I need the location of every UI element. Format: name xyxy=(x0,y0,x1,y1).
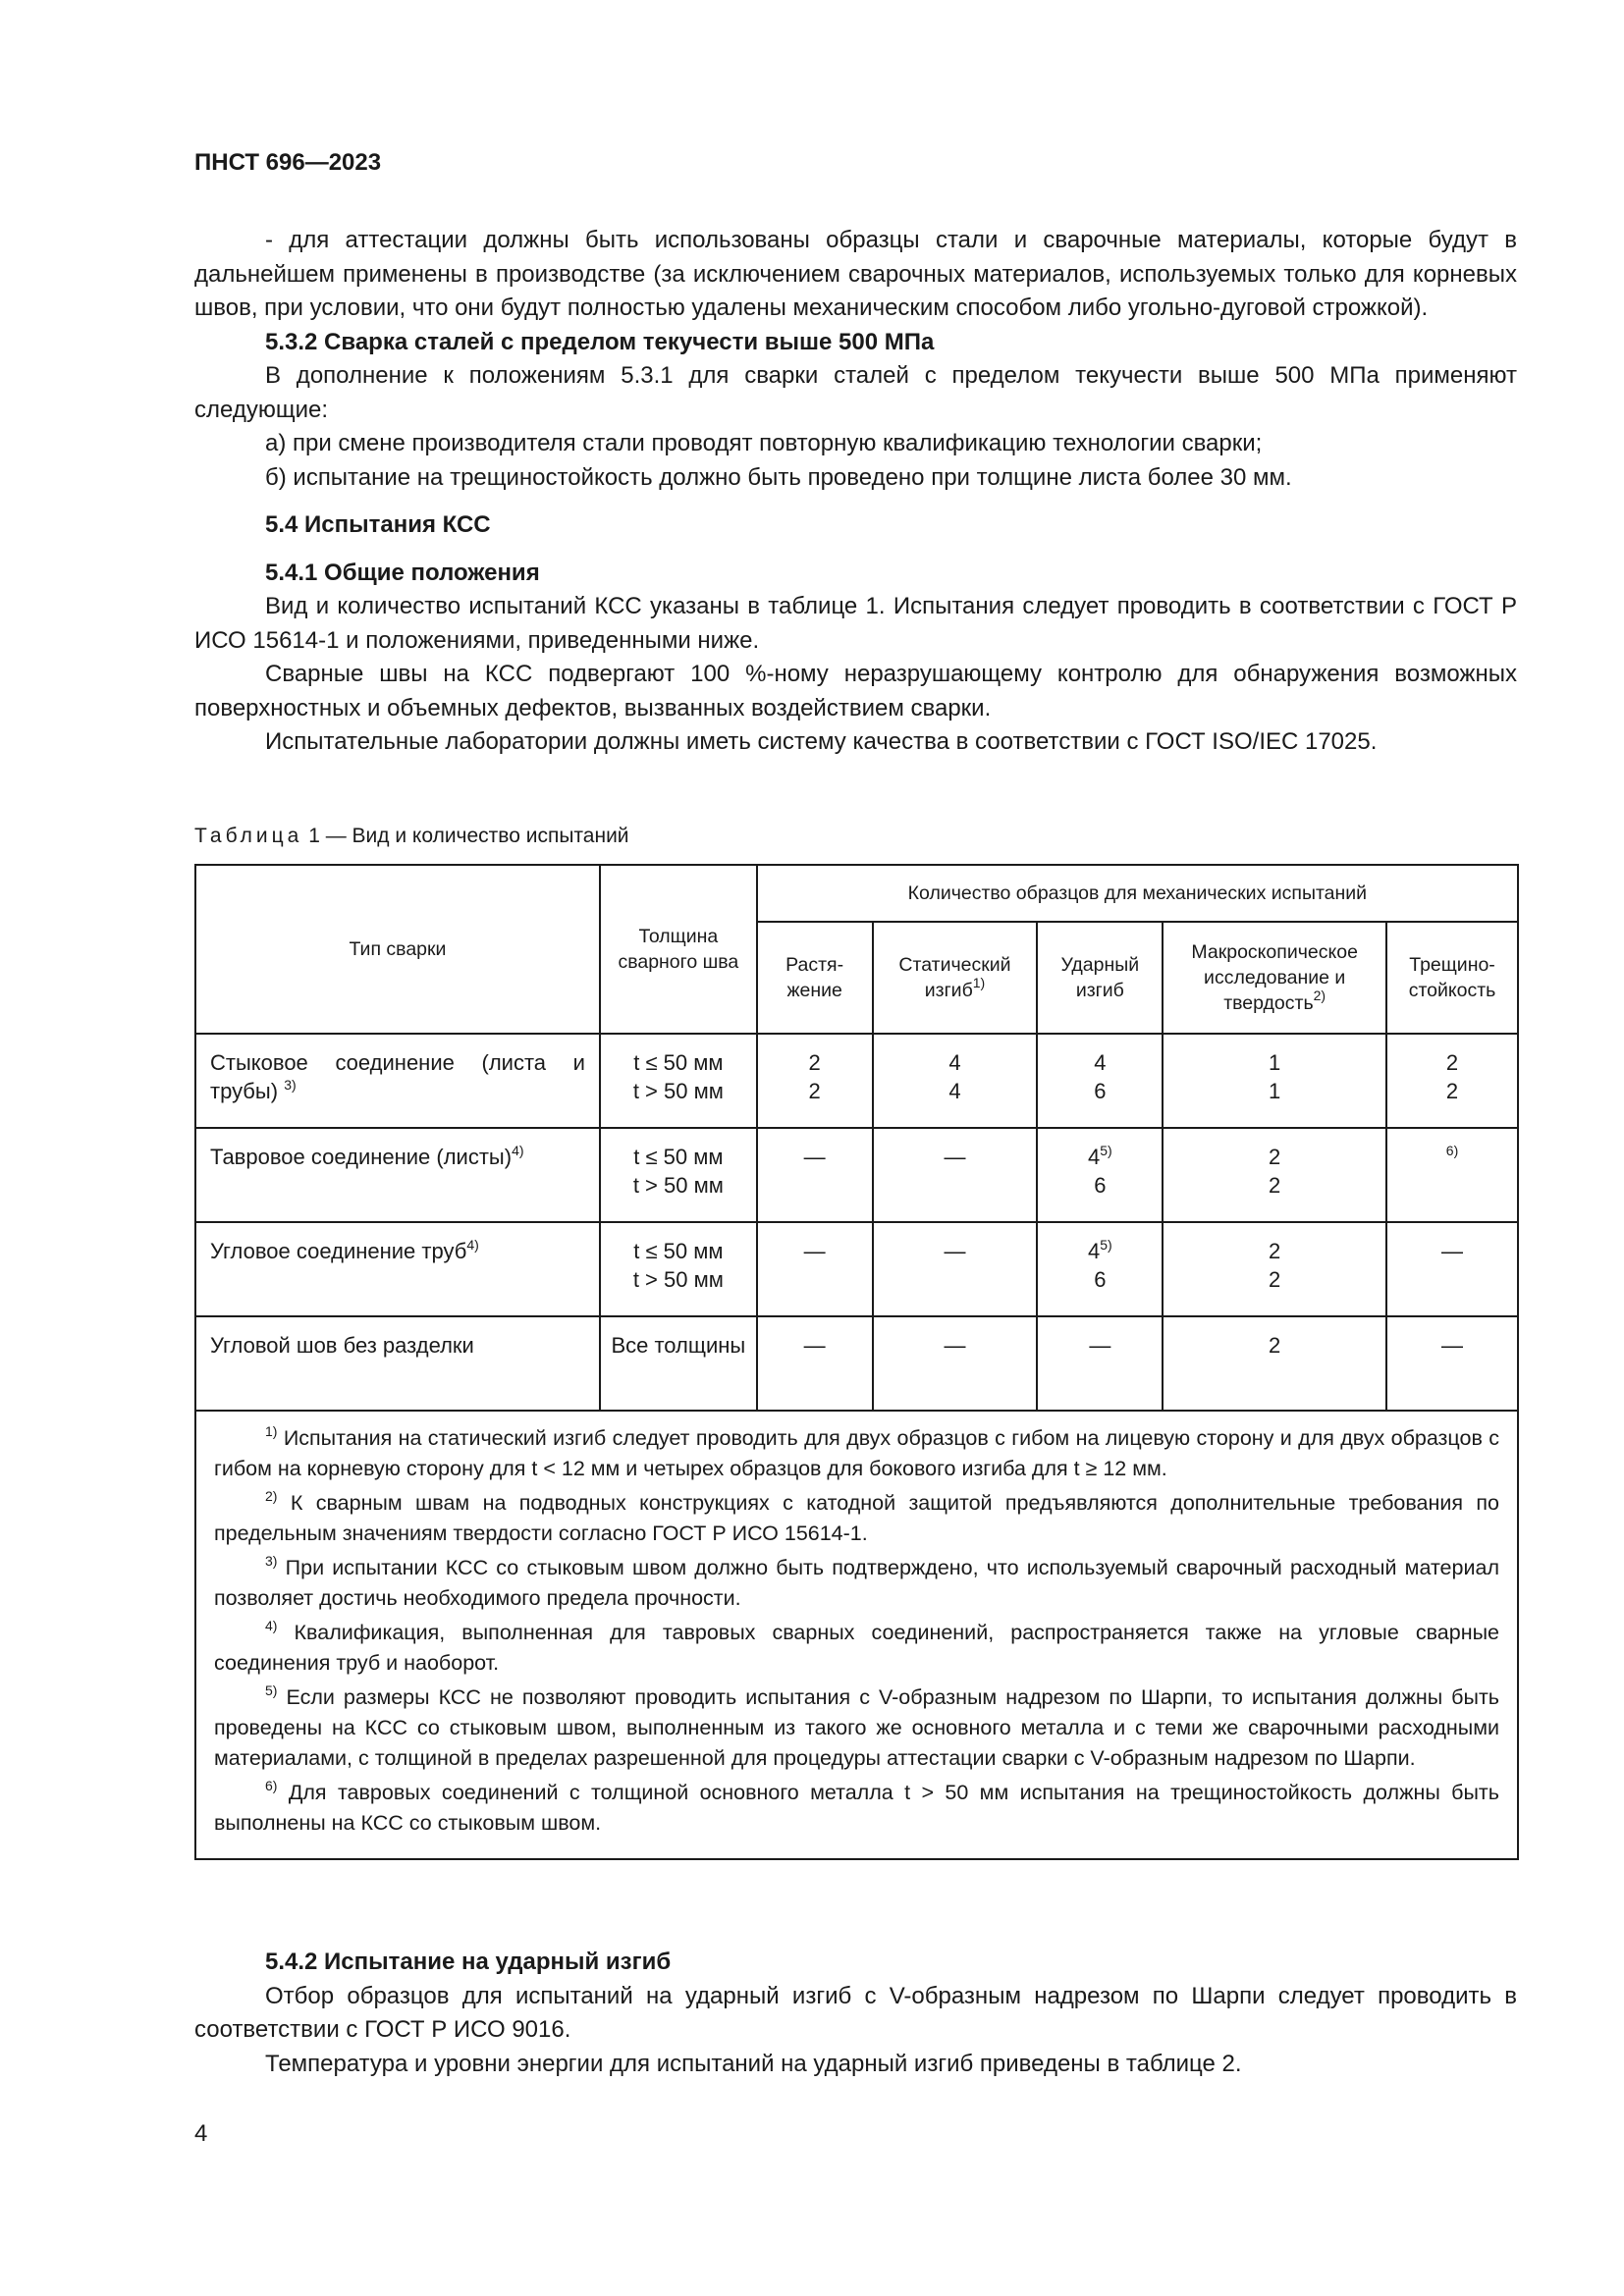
footnote-5: $^{5)}$ Если размеры КСС не позволяют проводить испытания с V-образным надрезом по Шарпи, то испытания должны быть проведены на КСС со стыковым швом, выполненным из такого же основного металла и с теми же сварочными расходными материалами, с толщиной в пределах разрешенной для процедуры аттестации сварки с V-образным надрезом по Шарпи. xyxy=(214,1682,1499,1770)
row3-impact: 4$^{5)}$ 6 xyxy=(1037,1222,1163,1316)
section-5-4-2-paragraph-1: Отбор образцов для испытаний на ударный изгиб с V-образным надрезом по Шарпи следует проводить в соответствии с ГОСТ Р ИСО 9016. xyxy=(194,1982,1517,2043)
table-row xyxy=(195,1128,1518,1222)
table-row xyxy=(195,1034,1518,1128)
footnote-3: $^{3)}$ При испытании КСС со стыковым швом должно быть подтверждено, что используемый сварочный расходный материал позволяет достичь необходимого предела прочности. xyxy=(214,1553,1499,1610)
tests-table xyxy=(194,864,1519,1860)
section-5-4-1-paragraph-3: Испытательные лаборатории должны иметь систему качества в соответствии с ГОСТ ISO/IEC 17025. xyxy=(265,728,1378,755)
row3-thickness: t ≤ 50 мм t > 50 мм xyxy=(600,1222,757,1316)
row1-tension: 2 2 xyxy=(757,1034,873,1128)
row2-weld-type: Тавровое соединение (листы)$^{4)}$ xyxy=(195,1128,600,1222)
table-footnotes xyxy=(195,1411,1518,1859)
row4-weld-type: Угловой шов без разделки xyxy=(195,1316,600,1411)
header-crack-resistance: Трещино-стойкость xyxy=(1386,922,1518,1034)
intro-paragraph: - для аттестации должны быть использованы образцы стали и сварочные материалы, которые будут в дальнейшем применены в производстве (за исключением сварочных материалов, используемых только для корневых швов, при условии, что они будут полностью удалены механическим способом либо угольно-дуговой строжкой). xyxy=(194,227,1517,321)
row1-crack: 2 2 xyxy=(1386,1034,1518,1128)
top-text-block xyxy=(194,224,1517,760)
document-code: ПНСТ 696—2023 xyxy=(194,149,382,176)
row2-crack: 6) xyxy=(1386,1128,1518,1222)
row4-impact: — xyxy=(1037,1316,1163,1411)
header-macro-hardness: Макроскопическое исследование и твердость$^{2)}$ xyxy=(1163,922,1386,1034)
footnote-6: $^{6)}$ Для тавровых соединений с толщиной основного металла t > 50 мм испытания на трещиностойкость должны быть выполнены на КСС со стыковым швом. xyxy=(214,1778,1499,1835)
row4-static: — xyxy=(873,1316,1038,1411)
header-specimen-count: Количество образцов для механических испытаний xyxy=(757,865,1518,922)
row3-tension: — xyxy=(757,1222,873,1316)
row4-macro: 2 xyxy=(1163,1316,1386,1411)
section-5-4-2-heading: 5.4.2 Испытание на ударный изгиб xyxy=(265,1949,672,1975)
table-caption-word: Таблица xyxy=(194,825,303,847)
footnote-2: $^{2)}$ К сварным швам на подводных конструкциях с катодной защитой предъявляются дополнительные требования по предельным значениям твердости согласно ГОСТ Р ИСО 15614-1. xyxy=(214,1488,1499,1545)
row4-crack: — xyxy=(1386,1316,1518,1411)
section-5-4-2-paragraph-2: Температура и уровни энергии для испытаний на ударный изгиб приведены в таблице 2. xyxy=(265,2050,1242,2077)
header-tension: Растя-жение xyxy=(757,922,873,1034)
section-5-4-1-heading: 5.4.1 Общие положения xyxy=(265,559,540,586)
table-row xyxy=(195,1222,1518,1316)
row2-thickness: t ≤ 50 мм t > 50 мм xyxy=(600,1128,757,1222)
row4-thickness: Все толщины xyxy=(600,1316,757,1411)
header-weld-type: Тип сварки xyxy=(195,865,600,1034)
table-row xyxy=(195,1316,1518,1411)
header-thickness: Толщина сварного шва xyxy=(600,865,757,1034)
row3-weld-type: Угловое соединение труб$^{4)}$ xyxy=(195,1222,600,1316)
table-caption-title: 1 — Вид и количество испытаний xyxy=(308,825,629,847)
section-5-4-1-paragraph-1: Вид и количество испытаний КСС указаны в таблице 1. Испытания следует проводить в соответствии с ГОСТ Р ИСО 15614-1 и положениями, приведенными ниже. xyxy=(194,593,1517,654)
row2-impact: 4$^{5)}$ 6 xyxy=(1037,1128,1163,1222)
row1-static: 4 4 xyxy=(873,1034,1038,1128)
table-caption xyxy=(194,825,629,848)
list-item-a: а) при смене производителя стали проводят повторную квалификацию технологии сварки; xyxy=(265,430,1263,456)
row4-tension: — xyxy=(757,1316,873,1411)
row2-tension: — xyxy=(757,1128,873,1222)
row3-macro: 2 2 xyxy=(1163,1222,1386,1316)
row1-macro: 1 1 xyxy=(1163,1034,1386,1128)
bottom-text-block xyxy=(194,1946,1517,2081)
section-5-4-1-paragraph-2: Сварные швы на КСС подвергают 100 %-ному неразрушающему контролю для обнаружения возможных поверхностных и объемных дефектов, вызванных воздействием сварки. xyxy=(194,661,1517,721)
row3-static: — xyxy=(873,1222,1038,1316)
header-static-bend: Статический изгиб$^{1)}$ xyxy=(873,922,1038,1034)
section-5-4-heading: 5.4 Испытания КСС xyxy=(265,511,491,538)
row3-crack: — xyxy=(1386,1222,1518,1316)
footnote-1: $^{1)}$ Испытания на статический изгиб следует проводить для двух образцов с гибом на лицевую сторону и для двух образцов с гибом на корневую сторону для t < 12 мм и четырех образцов для бокового изгиба для t ≥ 12 мм. xyxy=(214,1423,1499,1480)
section-5-3-2-heading: 5.3.2 Сварка сталей с пределом текучести выше 500 МПа xyxy=(265,328,935,355)
row1-weld-type: Стыковое соединение (листа и трубы) $^{3)}$ xyxy=(195,1034,600,1128)
list-item-b: б) испытание на трещиностойкость должно быть проведено при толщине листа более 30 мм. xyxy=(265,463,1292,491)
section-5-3-2-paragraph: В дополнение к положениям 5.3.1 для сварки сталей с пределом текучести выше 500 МПа применяют следующие: xyxy=(194,362,1517,423)
row1-impact: 4 6 xyxy=(1037,1034,1163,1128)
row1-thickness: t ≤ 50 мм t > 50 мм xyxy=(600,1034,757,1128)
page-number: 4 xyxy=(194,2120,208,2147)
footnote-4: $^{4)}$ Квалификация, выполненная для тавровых сварных соединений, распространяется также на угловые сварные соединения труб и наоборот. xyxy=(214,1618,1499,1675)
header-impact-bend: Ударный изгиб xyxy=(1037,922,1163,1034)
row2-static: — xyxy=(873,1128,1038,1222)
row2-macro: 2 2 xyxy=(1163,1128,1386,1222)
